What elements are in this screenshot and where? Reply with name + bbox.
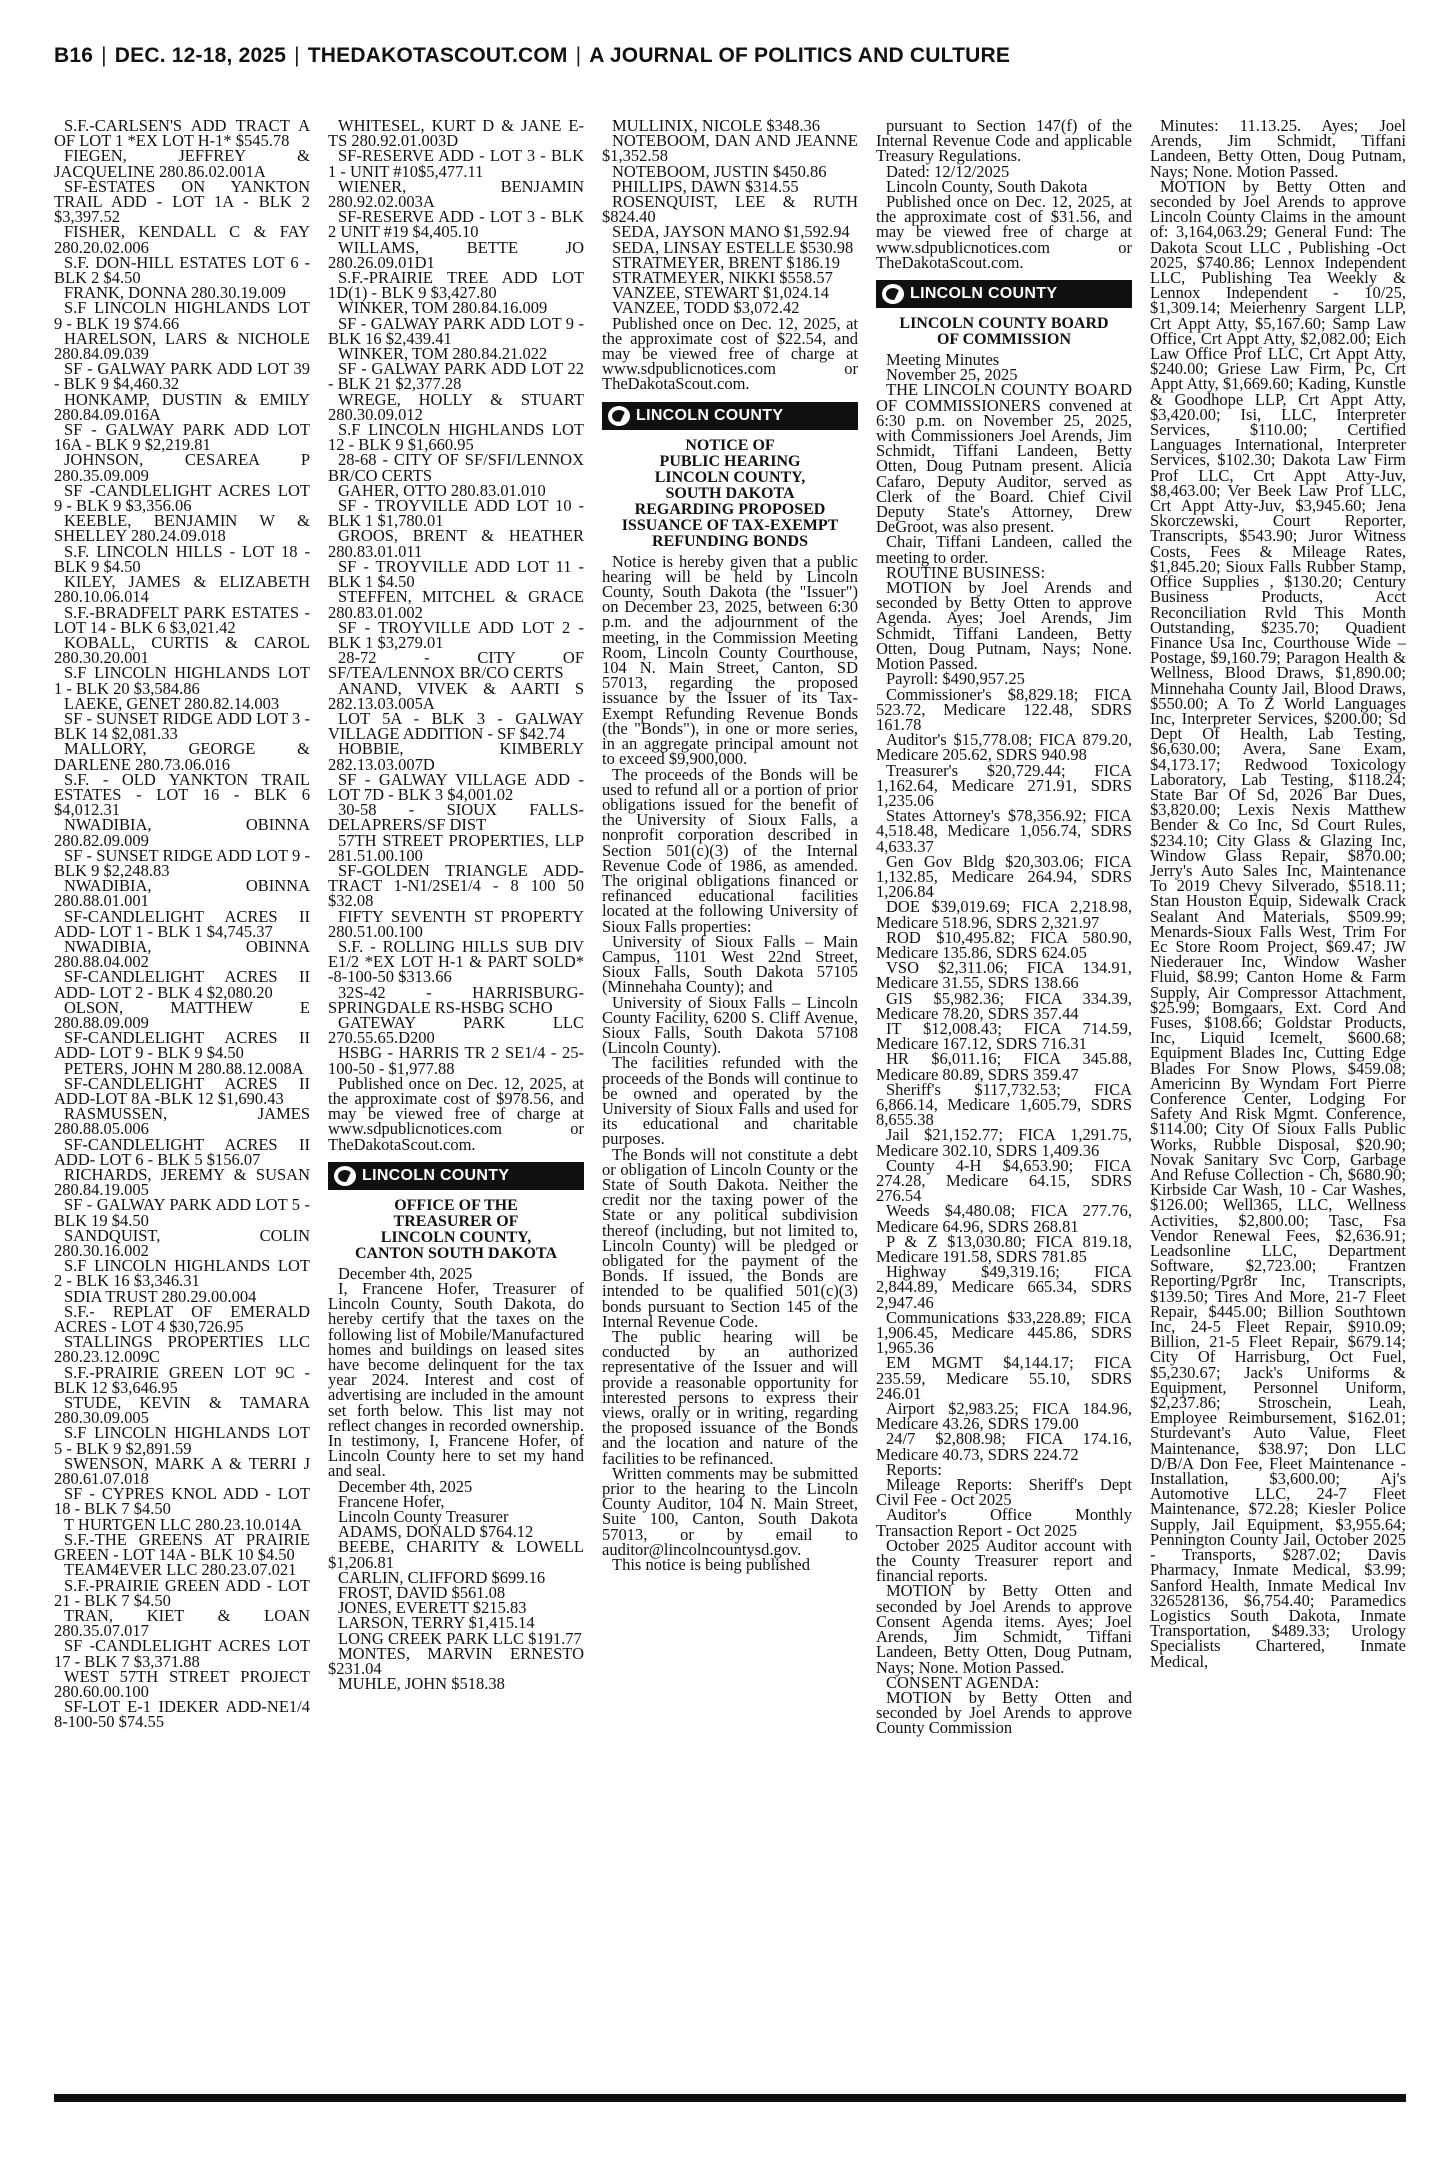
- notice-paragraph: WILLAMS, BETTE JO 280.26.09.01D1: [328, 237, 584, 272]
- notice-paragraph: SF - GALWAY PARK ADD LOT 5 - BLK 19 $4.50: [54, 1195, 310, 1230]
- notice-paragraph: November 25, 2025: [886, 365, 1018, 385]
- notice-paragraph: 28-72 - CITY OF SF/TEA/LENNOX BR/CO CERTS: [328, 648, 584, 683]
- notice-paragraph: December 4th, 2025: [338, 1476, 473, 1496]
- notice-paragraph: SF - TROYVILLE ADD LOT 2 - BLK 1 $3,279.01: [328, 617, 584, 652]
- notice-paragraph: SF -CANDLELIGHT ACRES LOT 9 - BLK 9 $3,356.06: [54, 480, 310, 516]
- notice-paragraph: LOT 5A - BLK 3 - GALWAY VILLAGE ADDITION - SF $42.74: [328, 708, 584, 744]
- notice-paragraph: NOTEBOOM, JUSTIN $450.86: [612, 161, 827, 181]
- column-2: [328, 118, 584, 2078]
- notice-paragraph: SANDQUIST, COLIN 280.30.16.002: [54, 1225, 310, 1261]
- notice-paragraph: GIS $5,982.36; FICA 334.39, Medicare 78.20, SDRS 357.44: [876, 988, 1132, 1023]
- heading-line: LINCOLN COUNTY,: [654, 468, 806, 486]
- notice-paragraph: SF-CANDLELIGHT ACRES II ADD-LOT 8A -BLK 12 $1,690.43: [54, 1073, 310, 1108]
- heading-line: OFFICE OF THE: [394, 1196, 518, 1214]
- notice-paragraph: FRANK, DONNA 280.30.19.009: [64, 283, 286, 303]
- notice-paragraph: SF - GALWAY PARK ADD LOT 9 - BLK 16 $2,439.41: [328, 313, 584, 348]
- notice-paragraph: SF - GALWAY PARK ADD LOT 39 - BLK 9 $4,460.32: [54, 359, 310, 394]
- notice-paragraph: Treasurer's $20,729.44; FICA 1,162.64, Medicare 271.91, SDRS 1,235.06: [876, 760, 1132, 810]
- notice-paragraph: ROSENQUIST, LEE & RUTH $824.40: [602, 192, 858, 227]
- notice-paragraph: I, Francene Hofer, Treasurer of Lincoln County, South Dakota, do hereby certify that the taxes on the following list of Mobile/Manufactured homes and buildings on leased sites have become delinquent for the tax year 2024. Interest and cost of advertising are included in the amount set forth below. This list may not reflect changes in recorded ownership. In testimony, I, Francene Hofer, of Lincoln County here to set my hand and seal.: [328, 1279, 584, 1481]
- heading-line: TREASURER OF: [393, 1212, 519, 1230]
- notice-paragraph: TEAM4EVER LLC 280.23.07.021: [64, 1560, 297, 1580]
- county-seal-icon: [882, 284, 904, 304]
- notice-paragraph: WINKER, TOM 280.84.21.022: [338, 344, 548, 364]
- notice-paragraph: FROST, DAVID $561.08: [338, 1583, 506, 1603]
- heading-line: NOTICE OF: [685, 436, 775, 454]
- notice-paragraph: S.F LINCOLN HIGHLANDS LOT 2 - BLK 16 $3,346.31: [54, 1256, 310, 1291]
- notice-paragraph: States Attorney's $78,356.92; FICA 4,518.48, Medicare 1,056.74, SDRS 4,633.37: [876, 806, 1132, 856]
- notice-paragraph: LARSON, TERRY $1,415.14: [338, 1613, 535, 1633]
- notice-paragraph: SF - GALWAY PARK ADD LOT 22 - BLK 21 $2,377.28: [328, 359, 584, 394]
- notice-paragraph: Sheriff's $117,732.53; FICA 6,866.14, Medicare 1,605.79, SDRS 8,655.38: [876, 1079, 1132, 1130]
- notice-paragraph: SF - GALWAY PARK ADD LOT 16A - BLK 9 $2,219.81: [54, 420, 310, 455]
- notice-paragraph: SF-LOT E-1 IDEKER ADD-NE1/4 8-100-50 $74.55: [54, 1697, 310, 1732]
- notice-paragraph: Minutes: 11.13.25. Ayes; Joel Arends, Jim Schmidt, Tiffani Landeen, Betty Otten, Doug Putnam, Nays; None. Motion Passed.: [1150, 118, 1406, 181]
- notice-paragraph: SF-CANDLELIGHT ACRES II ADD- LOT 1 - BLK 1 $4,745.37: [54, 906, 310, 941]
- heading-line: ISSUANCE OF TAX-EXEMPT: [621, 516, 839, 534]
- notice-paragraph: Auditor's $15,778.08; FICA 879.20, Medicare 205.62, SDRS 940.98: [876, 730, 1132, 765]
- notice-paragraph: T HURTGEN LLC 280.23.10.014A: [64, 1514, 302, 1534]
- notice-heading: [602, 438, 858, 550]
- notice-paragraph: ADAMS, DONALD $764.12: [338, 1522, 534, 1542]
- notice-paragraph: Chair, Tiffani Landeen, called the meeting to order.: [876, 532, 1132, 567]
- separator: |: [101, 44, 107, 67]
- notice-paragraph: MOTION by Betty Otten and seconded by Joel Arends to approve Consent Agenda items. Ayes; Joel Arends, Jim Schmidt, Tiffani Landeen, Betty Otten, Doug Putnam, Nays; None. Motion Passed.: [876, 1581, 1132, 1677]
- notice-paragraph: 28-68 - CITY OF SF/SFI/LENNOX BR/CO CERTS: [328, 450, 584, 485]
- notice-paragraph: December 4th, 2025: [338, 1263, 473, 1283]
- notice-paragraph: Reports:: [886, 1459, 942, 1479]
- notice-paragraph: Lincoln County, South Dakota: [886, 176, 1088, 196]
- tagline: A JOURNAL OF POLITICS AND CULTURE: [589, 44, 1011, 67]
- notice-paragraph: HONKAMP, DUSTIN & EMILY 280.84.09.016A: [54, 389, 310, 424]
- notice-paragraph: WREGE, HOLLY & STUART 280.30.09.012: [328, 389, 584, 424]
- notice-paragraph: S.F.-PRAIRIE TREE ADD LOT 1D(1) - BLK 9 $3,427.80: [328, 268, 584, 303]
- notice-paragraph: GATEWAY PARK LLC 270.55.65.D200: [328, 1012, 584, 1048]
- notice-paragraph: GROOS, BRENT & HEATHER 280.83.01.011: [328, 526, 584, 561]
- notice-paragraph: S.F. - OLD YANKTON TRAIL ESTATES - LOT 16 - BLK 6 $4,012.31: [54, 769, 310, 820]
- notice-paragraph: NWADIBIA, OBINNA 280.82.09.009: [54, 815, 310, 850]
- notice-paragraph: SDIA TRUST 280.29.00.004: [64, 1286, 257, 1306]
- notice-paragraph: SF-CANDLELIGHT ACRES II ADD- LOT 2 - BLK 4 $2,080.20: [54, 967, 310, 1002]
- notice-paragraph: KEEBLE, BENJAMIN W & SHELLEY 280.24.09.018: [54, 511, 310, 546]
- notice-paragraph: WEST 57TH STREET PROJECT 280.60.00.100: [54, 1666, 310, 1701]
- notice-paragraph: CONSENT AGENDA:: [886, 1672, 1040, 1692]
- notice-paragraph: S.F. - ROLLING HILLS SUB DIV E1/2 *EX LOT H-1 & PART SOLD* -8-100-50 $313.66: [328, 936, 584, 987]
- notice-paragraph: S.F LINCOLN HIGHLANDS LOT 9 - BLK 19 $74.66: [54, 298, 310, 333]
- notice-paragraph: KILEY, JAMES & ELIZABETH 280.10.06.014: [54, 572, 310, 607]
- notice-paragraph: LONG CREEK PARK LLC $191.77: [338, 1628, 582, 1648]
- notice-paragraph: SF-RESERVE ADD - LOT 3 - BLK 2 UNIT #19 $4,405.10: [328, 207, 584, 242]
- notice-paragraph: SF-GOLDEN TRIANGLE ADD-TRACT 1-N1/2SE1/4 - 8 100 50 $32.08: [328, 860, 584, 911]
- notice-paragraph: NOTEBOOM, DAN AND JEANNE $1,352.58: [602, 131, 858, 166]
- notice-paragraph: Mileage Reports: Sheriff's Dept Civil Fee - Oct 2025: [876, 1475, 1132, 1510]
- notice-paragraph: SF - SUNSET RIDGE ADD LOT 3 - BLK 14 $2,081.33: [54, 708, 310, 744]
- heading-line: REFUNDING BONDS: [651, 532, 808, 550]
- notice-paragraph: HARELSON, LARS & NICHOLE 280.84.09.039: [54, 328, 310, 364]
- banner-label: LINCOLN COUNTY: [362, 1166, 510, 1184]
- notice-paragraph: STRATMEYER, BRENT $186.19: [612, 252, 840, 272]
- banner-label: LINCOLN COUNTY: [636, 406, 784, 424]
- notice-paragraph: The Bonds will not constitute a debt or obligation of Lincoln County or the State of South Dakota. Neither the credit nor the taxing power of the State or any political subdivision thereof (including, but not limited to, Lincoln County) will be pledged or obligated for the payment of the Bonds. If issued, the Bonds are intended to be qualified 501(c)(3) bonds pursuant to Section 145 of the Internal Revenue Code.: [602, 1144, 858, 1331]
- notice-paragraph: Francene Hofer,: [338, 1491, 445, 1511]
- notice-paragraph: Dated: 12/12/2025: [886, 161, 1010, 181]
- notice-paragraph: MALLORY, GEORGE & DARLENE 280.73.06.016: [54, 739, 310, 774]
- section-banner: [876, 280, 1132, 308]
- column-1: [54, 118, 310, 2078]
- notice-paragraph: JONES, EVERETT $215.83: [338, 1598, 527, 1618]
- heading-line: LINCOLN COUNTY,: [380, 1228, 532, 1246]
- notice-paragraph: WINKER, TOM 280.84.16.009: [338, 298, 548, 318]
- notice-paragraph: NWADIBIA, OBINNA 280.88.01.001: [54, 876, 310, 911]
- notice-paragraph: S.F LINCOLN HIGHLANDS LOT 1 - BLK 20 $3,584.86: [54, 663, 310, 698]
- separator: |: [575, 44, 582, 67]
- notice-paragraph: Meeting Minutes: [886, 350, 1000, 370]
- notice-paragraph: S.F.-PRAIRIE GREEN ADD - LOT 21 - BLK 7 $4.50: [54, 1575, 310, 1610]
- notice-paragraph: SF-RESERVE ADD - LOT 3 - BLK 1 - UNIT #10$5,477.11: [328, 146, 584, 181]
- notice-paragraph: NWADIBIA, OBINNA 280.88.04.002: [54, 936, 310, 972]
- notice-paragraph: Published once on Dec. 12, 2025, at the approximate cost of $978.56, and may be viewed free of charge at www.sdpublicnotices.com or TheDakotaScout.com.: [328, 1073, 584, 1154]
- notice-paragraph: EM MGMT $4,144.17; FICA 235.59, Medicare 55.10, SDRS 246.01: [876, 1353, 1132, 1403]
- notice-paragraph: OLSON, MATTHEW E 280.88.09.009: [54, 997, 310, 1032]
- notice-paragraph: Lincoln County Treasurer: [338, 1507, 509, 1527]
- section-banner: [328, 1162, 584, 1190]
- notice-paragraph: SF-CANDLELIGHT ACRES II ADD- LOT 9 - BLK 9 $4.50: [54, 1028, 310, 1063]
- notice-paragraph: SWENSON, MARK A & TERRI J 280.61.07.018: [54, 1453, 310, 1489]
- notice-paragraph: Auditor's Office Monthly Transaction Report - Oct 2025: [876, 1505, 1132, 1540]
- county-seal-icon: [334, 1166, 356, 1186]
- notice-paragraph: Written comments may be submitted prior to the hearing to the Lincoln County Auditor, 104 N. Main Street, Suite 100, Canton, South Dakota 57013, or by email to auditor@lincolncountysd.gov.: [602, 1463, 858, 1559]
- notice-paragraph: P & Z $13,030.80; FICA 819.18, Medicare 191.58, SDRS 781.85: [876, 1231, 1132, 1267]
- notice-paragraph: VSO $2,311.06; FICA 134.91, Medicare 31.55, SDRS 138.66: [876, 958, 1132, 993]
- notice-paragraph: STALLINGS PROPERTIES LLC 280.23.12.009C: [54, 1332, 310, 1367]
- page-number: B16: [54, 44, 94, 67]
- notice-paragraph: BEEBE, CHARITY & LOWELL $1,206.81: [328, 1537, 584, 1572]
- notice-paragraph: County 4-H $4,653.90; FICA 274.28, Medicare 64.15, SDRS 276.54: [876, 1155, 1132, 1206]
- notice-paragraph: PHILLIPS, DAWN $314.55: [612, 176, 799, 196]
- site-name: THEDAKOTASCOUT.COM: [307, 44, 568, 67]
- heading-line: OF COMMISSION: [936, 331, 1072, 349]
- notice-paragraph: ROUTINE BUSINESS:: [886, 562, 1046, 582]
- notice-paragraph: S.F LINCOLN HIGHLANDS LOT 5 - BLK 9 $2,891.59: [54, 1423, 310, 1458]
- notice-paragraph: Highway $49,319.16; FICA 2,844.89, Medicare 665.34, SDRS 2,947.46: [876, 1262, 1132, 1312]
- notice-paragraph: FIFTY SEVENTH ST PROPERTY 280.51.00.100: [328, 906, 584, 941]
- notice-paragraph: CARLIN, CLIFFORD $699.16: [338, 1567, 546, 1587]
- notice-paragraph: S.F.-CARLSEN'S ADD TRACT A OF LOT 1 *EX LOT H-1* $545.78: [54, 118, 310, 151]
- notice-heading: [328, 1198, 584, 1262]
- notice-paragraph: RASMUSSEN, JAMES 280.88.05.006: [54, 1104, 310, 1139]
- notice-paragraph: S.F. DON-HILL ESTATES LOT 6 - BLK 2 $4.50: [54, 252, 310, 288]
- notice-paragraph: Published once on Dec. 12, 2025, at the approximate cost of $22.54, and may be viewed free of charge at www.sdpublicnotices.com or TheDakotaScout.com.: [602, 313, 858, 394]
- section-banner: [602, 402, 858, 430]
- column-3: [602, 118, 858, 2078]
- notice-heading: [876, 316, 1132, 348]
- notice-paragraph: MOTION by Betty Otten and seconded by Joel Arends to approve County Commission: [876, 1687, 1132, 1738]
- notice-paragraph: University of Sioux Falls – Main Campus, 1101 West 22nd Street, Sioux Falls, South Dakota 57105 (Minnehaha County); and: [602, 931, 858, 997]
- notice-paragraph: STUDE, KEVIN & TAMARA 280.30.09.005: [54, 1393, 310, 1428]
- notice-paragraph: MUHLE, JOHN $518.38: [338, 1674, 505, 1694]
- notice-paragraph: DOE $39,019.69; FICA 2,218.98, Medicare 518.96, SDRS 2,321.97: [876, 897, 1132, 932]
- notice-paragraph: Notice is hereby given that a public hearing will be held by Lincoln County, South Dakota (the "Issuer") on December 23, 2025, between 6:30 p.m. and the adjournment of the meeting, in the Commission Meeting Room, Lincoln County Courthouse, 104 N. Main Street, Canton, SD 57013, regarding the proposed issuance by the Issuer of its Tax-Exempt Refunding Revenue Bonds (the "Bonds"), in one or more series, in an aggregate principal amount not to exceed $9,900,000.: [602, 551, 858, 769]
- notice-paragraph: FIEGEN, JEFFREY & JACQUELINE 280.86.02.001A: [54, 146, 310, 181]
- banner-label: LINCOLN COUNTY: [910, 285, 1058, 303]
- notice-paragraph: SEDA, JAYSON MANO $1,592.94: [612, 222, 850, 242]
- notice-paragraph: MONTES, MARVIN ERNESTO $231.04: [328, 1643, 584, 1679]
- notice-paragraph: HR $6,011.16; FICA 345.88, Medicare 80.89, SDRS 359.47: [876, 1049, 1132, 1084]
- notice-paragraph: ANAND, VIVEK & AARTI S 282.13.03.005A: [328, 678, 584, 713]
- notice-paragraph: S.F. LINCOLN HILLS - LOT 18 - BLK 9 $4.50: [54, 541, 310, 576]
- notice-paragraph: Communications $33,228.89; FICA 1,906.45, Medicare 445.86, SDRS 1,965.36: [876, 1307, 1132, 1358]
- notice-paragraph: S.F.- REPLAT OF EMERALD ACRES - LOT 4 $30,726.95: [54, 1301, 310, 1337]
- notice-paragraph: STEFFEN, MITCHEL & GRACE 280.83.01.002: [328, 587, 584, 622]
- notice-paragraph: VANZEE, STEWART $1,024.14: [612, 283, 830, 303]
- notice-paragraph: 24/7 $2,808.98; FICA 174.16, Medicare 40.73, SDRS 224.72: [876, 1429, 1132, 1464]
- notice-paragraph: SEDA, LINSAY ESTELLE $530.98: [612, 237, 854, 257]
- notice-columns: [54, 118, 1406, 2078]
- notice-paragraph: This notice is being published: [612, 1555, 810, 1575]
- notice-paragraph: SF - SUNSET RIDGE ADD LOT 9 - BLK 9 $2,248.83: [54, 845, 310, 880]
- notice-paragraph: FISHER, KENDALL C & FAY 280.20.02.006: [54, 222, 310, 257]
- notice-paragraph: S.F.-THE GREENS AT PRAIRIE GREEN - LOT 14A - BLK 10 $4.50: [54, 1529, 310, 1565]
- notice-paragraph: TRAN, KIET & LOAN 280.35.07.017: [54, 1605, 310, 1641]
- notice-paragraph: MOTION by Betty Otten and seconded by Joel Arends to approve Lincoln County Claims in the amount of: 3,164,063.29; General Fund: The Dakota Scout LLC , Publishing -Oct 2025, $740.86; Lennox Independent LLC, Publishing Tea Weekly & Lennox Independent - 10/25, $1,309.14; Meierhenry Sargent LLP, Crt Appt Atty, $5,167.60; Samp Law Office, Crt Appt Atty, $2,082.00; Eich Law Office Prof LLC, Crt Appt Atty, $240.00; Griese Law Firm, Pc, Crt Appt Atty, $1,669.60; Kading, Kunstle & Goodhope LLP, Crt Appt Atty, $3,420.00; Isi, LLC, Interpreter Services, $110.00; Certified Languages International, Interpreter Services, $102.30; Dakota Law Firm Prof LLC, Crt Appt Atty-Juv, $8,463.00; Ver Beek Law Prof LLC, Crt Appt Atty-Juv, $3,945.60; Jena Skorczewski, Court Reporter, Transcripts, $543.90; Juror Witness Costs, Fees & Mileage Rates, $1,845.20; Sioux Falls Rubber Stamp, Office Supplies , $130.20; Century Business Products, Acct Reconciliation Rvld This Month Outstanding, $235.70; Quadient Finance Usa Inc, Courthouse Wide – Postage, $9,160.79; Paragon Health & Wellness, Blood Draws, $1,890.00; Minnehaha County Jail, Blood Draws, $550.00; A To Z World Languages Inc, Interpreter Services, $200.00; Sd Dept Of Health, Lab Testing, $6,630.00; Avera, Sane Exam, $4,173.17; Redwood Toxicology Laboratory, Lab Testing, $118.24; State Bar Of Sd, 2026 Bar Dues, $3,820.00; Lexis Nexis Matthew Bender & Co Inc, Sd Court Rules, $234.10; City Glass & Glazing Inc, Window Glass Repair, $870.00; Jerry's Auto Sales Inc, Maintenance To 2019 Chevy Silverado, $518.11; Stan Houston Equip, Sidewalk Crack Sealant And Materials, $509.99; Menards-Sioux Falls West, Trim For Ec Store Room Project, $69.47; JW Niederauer Inc, Window Washer Fluid, $8.99; Canton Home & Farm Supply, Air Compressor Attachment, $25.99; Bomgaars, Ext. Cord And Fuses, $108.66; Goldstar Products, Inc, Liquid Icemelt, $600.68; Equipment Blades Inc, Cutting Edge Blades For Snow Plows, $459.08; Americinn By Wyndam Fort Pierre Conference Center, Lodging For Safety And Risk Mgmt. Conference, $114.00; City Of Sioux Falls Public Works, Rubble Disposal, $20.90; Novak Sanitary Svc Corp, Garbage And Refuse Collection - Ch, $680.90; Kirbside Car Wash, 10 - Car Washes, $126.00; Well365, LLC, Wellness Activities, $2,800.00; Tasc, Fsa Vendor Renewal Fees, $2,636.91; Leadsonline LLC, Department Software, $2,723.00; Frantzen Reporting/Pgr8r Inc, Transcripts, $139.50; Tires And More, 21-7 Fleet Repair, $445.00; Billion Southtown Inc, 24-5 Fleet Repair, $910.09; Billion, 21-5 Fleet Repair, $679.14; City Of Harrisburg, Oct Fuel, $5,230.67; Jack's Uniforms & Equipment, Personnel Uniform, $2,237.86; Stroschein, Leah, Employee Reimbursement, $162.01; Sturdevant's Auto Value, Fleet Maintenance, $38.97; Don LLC D/B/A Don Fee, Fleet Maintenance - Installation, $3,600.00; Aj's Automotive LLC, 24-7 Fleet Maintenance, $72.28; Kiesler Police Supply, Jail Equipment, $3,955.64; Pennington County Jail, October 2025 - Transports, $287.02; Davis Pharmacy, Inmate Medical, $3.99; Sanford Health, Inmate Medical Inv 326528136, $6,754.40; Paramedics Logistics South Dakota, Inmate Transportation, $489.33; Urology Specialists Chartered, Inmate Medical,: [1150, 176, 1406, 1671]
- notice-paragraph: HSBG - HARRIS TR 2 SE1/4 - 25-100-50 - $1,977.88: [328, 1043, 584, 1078]
- notice-paragraph: MOTION by Joel Arends and seconded by Betty Otten to approve Agenda. Ayes; Joel Arends, Jim Schmidt, Tiffani Landeen, Betty Otten, Doug Putnam, Nays; None. Motion Passed.: [876, 578, 1132, 674]
- heading-line: SOUTH DAKOTA: [665, 484, 795, 502]
- column-4: [876, 118, 1132, 2078]
- notice-paragraph: The facilities refunded with the proceeds of the Bonds will continue to be owned and operated by the University of Sioux Falls and used for its educational and charitable purposes.: [602, 1053, 858, 1149]
- notice-paragraph: SF - TROYVILLE ADD LOT 11 - BLK 1 $4.50: [328, 556, 584, 592]
- notice-paragraph: Payroll: $490,957.25: [886, 669, 1025, 689]
- notice-paragraph: HOBBIE, KIMBERLY 282.13.03.007D: [328, 739, 584, 774]
- notice-paragraph: THE LINCOLN COUNTY BOARD OF COMMISSIONERS convened at 6:30 p.m. on November 25, 2025, with Commissioners Joel Arends, Jim Schmidt, Tiffani Landeen, Betty Otten, Doug Putnam present. Alicia Cafaro, Deputy Auditor, served as Clerk of the Board. Chief Civil Deputy State's Attorney, Drew DeGroot, was also present.: [876, 380, 1132, 537]
- notice-paragraph: MULLINIX, NICOLE $348.36: [612, 118, 821, 135]
- notice-paragraph: IT $12,008.43; FICA 714.59, Medicare 167.12, SDRS 716.31: [876, 1018, 1132, 1054]
- notice-paragraph: Published once on Dec. 12, 2025, at the approximate cost of $31.56, and may be viewed free of charge at www.sdpublicnotices.com or TheDakotaScout.com.: [876, 192, 1132, 272]
- notice-paragraph: Airport $2,983.25; FICA 184.96, Medicare 43.26, SDRS 179.00: [876, 1399, 1132, 1434]
- notice-paragraph: JOHNSON, CESAREA P 280.35.09.009: [54, 450, 310, 485]
- notice-paragraph: October 2025 Auditor account with the County Treasurer report and financial reports.: [876, 1535, 1132, 1586]
- notice-paragraph: SF -CANDLELIGHT ACRES LOT 17 - BLK 7 $3,371.88: [54, 1636, 310, 1671]
- notice-paragraph: S.F LINCOLN HIGHLANDS LOT 12 - BLK 9 $1,660.95: [328, 420, 584, 455]
- notice-paragraph: SF - GALWAY VILLAGE ADD - LOT 7D - BLK 3 $4,001.02: [328, 769, 584, 804]
- notice-paragraph: GAHER, OTTO 280.83.01.010: [338, 480, 546, 500]
- notice-paragraph: Jail $21,152.77; FICA 1,291.75, Medicare 302.10, SDRS 1,409.36: [876, 1125, 1132, 1160]
- notice-paragraph: The public hearing will be conducted by an authorized representative of the Issuer and will provide a reasonable opportunity for interested persons to express their views, orally or in writing, regarding the proposed issuance of the Bonds and the location and nature of the facilities to be refinanced.: [602, 1327, 858, 1468]
- heading-line: LINCOLN COUNTY BOARD: [899, 315, 1109, 333]
- notice-paragraph: 57TH STREET PROPERTIES, LLP 281.51.00.100: [328, 830, 584, 865]
- issue-date: DEC. 12-18, 2025: [114, 44, 287, 67]
- notice-paragraph: University of Sioux Falls – Lincoln County Facility, 6200 S. Cliff Avenue, Sioux Falls, South Dakota 57108 (Lincoln County).: [602, 992, 858, 1058]
- notice-paragraph: ROD $10,495.82; FICA 580.90, Medicare 135.86, SDRS 624.05: [876, 927, 1132, 962]
- notice-paragraph: S.F.-PRAIRIE GREEN LOT 9C - BLK 12 $3,646.95: [54, 1362, 310, 1397]
- notice-paragraph: WIENER, BENJAMIN 280.92.02.003A: [328, 176, 584, 212]
- heading-line: REGARDING PROPOSED: [634, 500, 826, 518]
- column-5: [1150, 118, 1406, 2078]
- notice-paragraph: SF-ESTATES ON YANKTON TRAIL ADD - LOT 1A - BLK 2 $3,397.52: [54, 176, 310, 227]
- notice-paragraph: Gen Gov Bldg $20,303.06; FICA 1,132.85, Medicare 264.94, SDRS 1,206.84: [876, 851, 1132, 902]
- footer-rule: [54, 2094, 1406, 2102]
- page-header: [54, 44, 1406, 80]
- notice-paragraph: SF - TROYVILLE ADD LOT 10 - BLK 1 $1,780.01: [328, 496, 584, 531]
- notice-paragraph: VANZEE, TODD $3,072.42: [612, 298, 800, 318]
- separator: |: [294, 44, 300, 67]
- notice-paragraph: Weeds $4,480.08; FICA 277.76, Medicare 64.96, SDRS 268.81: [876, 1201, 1132, 1236]
- notice-paragraph: Commissioner's $8,829.18; FICA 523.72, Medicare 122.48, SDRS 161.78: [876, 684, 1132, 734]
- notice-paragraph: 30-58 - SIOUX FALLS-DELAPRERS/SF DIST: [328, 800, 584, 835]
- notice-paragraph: SF-CANDLELIGHT ACRES II ADD- LOT 6 - BLK 5 $156.07: [54, 1134, 310, 1169]
- notice-paragraph: LAEKE, GENET 280.82.14.003: [64, 693, 280, 713]
- notice-paragraph: STRATMEYER, NIKKI $558.57: [612, 268, 833, 288]
- notice-paragraph: PETERS, JOHN M 280.88.12.008A: [64, 1058, 304, 1078]
- county-seal-icon: [608, 406, 630, 426]
- notice-paragraph: 32S-42 - HARRISBURG-SPRINGDALE RS-HSBG SCHO: [328, 982, 584, 1017]
- notice-paragraph: S.F.-BRADFELT PARK ESTATES - LOT 14 - BLK 6 $3,021.42: [54, 602, 310, 637]
- notice-paragraph: SF - CYPRES KNOL ADD - LOT 18 - BLK 7 $4.50: [54, 1484, 310, 1519]
- notice-paragraph: RICHARDS, JEREMY & SUSAN 280.84.19.005: [54, 1165, 310, 1200]
- notice-paragraph: WHITESEL, KURT D & JANE E-TS 280.92.01.003D: [328, 118, 584, 151]
- notice-paragraph: pursuant to Section 147(f) of the Internal Revenue Code and applicable Treasury Regulations.: [876, 118, 1132, 166]
- notice-paragraph: The proceeds of the Bonds will be used to refund all or a portion of prior obligations issued for the benefit of the University of Sioux Falls, a nonprofit corporation described in Section 501(c)(3) of the Internal Revenue Code of 1986, as amended. The original obligations financed or refinanced educational facilities located at the following University of Sioux Falls properties:: [602, 764, 858, 936]
- heading-line: CANTON SOUTH DAKOTA: [354, 1244, 558, 1262]
- notice-paragraph: KOBALL, CURTIS & CAROL 280.30.20.001: [54, 632, 310, 668]
- heading-line: PUBLIC HEARING: [659, 452, 801, 470]
